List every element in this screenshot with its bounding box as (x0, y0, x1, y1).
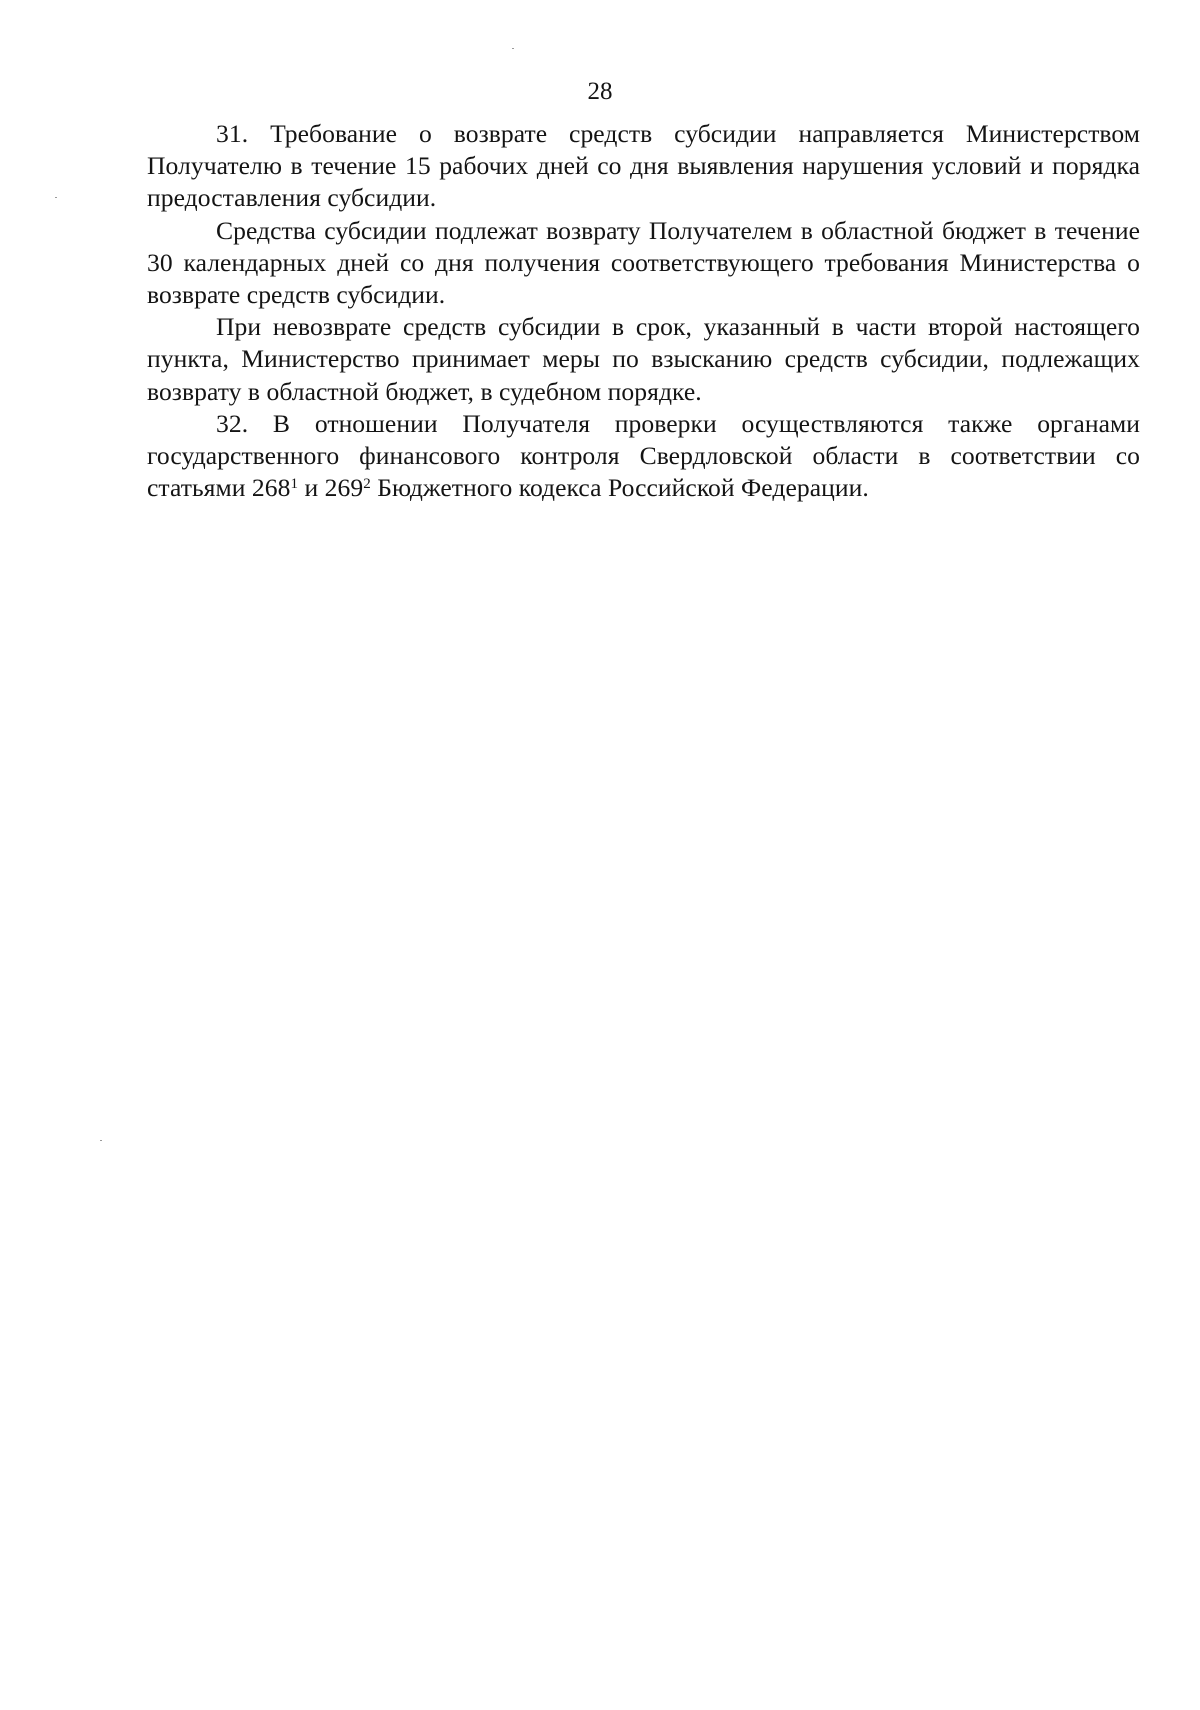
paragraph-32 (147, 408, 1140, 505)
page-number: 28 (587, 78, 613, 105)
scan-speck (55, 197, 57, 198)
scan-speck (100, 1140, 102, 1141)
superscript-1: 1 (290, 475, 299, 492)
paragraph-31-part-2: Средства субсидии подлежат возврату Получателем в областной бюджет в течение 30 календарных дней со дня получения соответствующего требования Министерства о возврате средств субсидии. (147, 215, 1140, 310)
paragraph-32-text-a: 32. В отношении Получателя проверки осуществляются также органами государственного финансового контроля Свердловской области в соответствии со статьями 268 (147, 408, 1140, 503)
document-body (147, 118, 1140, 504)
paragraph-31-part-3: При невозврате средств субсидии в срок, указанный в части второй настоящего пункта, Министерство принимает меры по взысканию средств субсидии, подлежащих возврату в областной бюджет, в судебном порядке. (147, 312, 1140, 406)
paragraph-32-text-c: Бюджетного кодекса Российской Федерации. (370, 473, 869, 503)
superscript-2: 2 (363, 475, 371, 492)
paragraph-32-text-b: и 269 (298, 473, 364, 503)
scan-speck (512, 48, 514, 49)
paragraph-31: 31. Требование о возврате средств субсидии направляется Министерством Получателю в течение 15 рабочих дней со дня выявления нарушения условий и порядка предоставления субсидии. (147, 119, 1140, 213)
